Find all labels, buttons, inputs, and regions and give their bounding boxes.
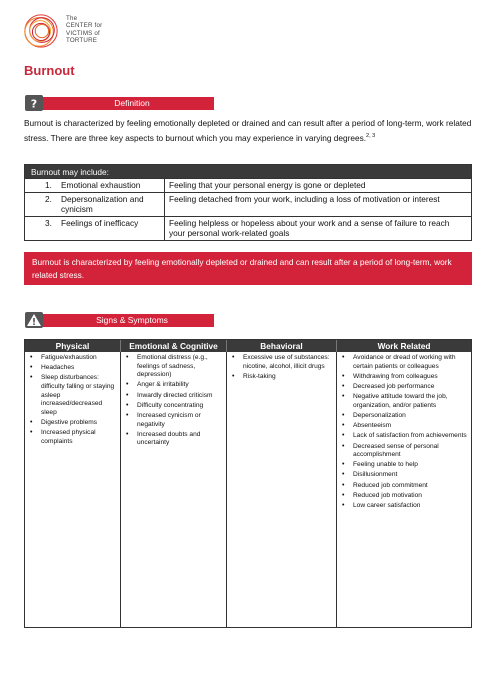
- list-item: • Depersonalization: [340, 412, 468, 421]
- definition-refs: 2, 3: [366, 132, 376, 139]
- work-related-column: [337, 352, 471, 627]
- list-item: • Excessive use of substances: nicotine, alcohol, illicit drugs: [230, 354, 333, 371]
- list-item: • Reduced job commitment: [340, 482, 468, 491]
- svg-text:?: ?: [30, 97, 38, 111]
- column-header: Physical: [25, 340, 121, 352]
- signs-label: Signs & Symptoms: [38, 314, 214, 327]
- column-header: Behavioral: [227, 340, 337, 352]
- list-item: • Absenteeism: [340, 422, 468, 431]
- types-table-header: Burnout may include:: [25, 165, 471, 178]
- emotional-cognitive-column: [121, 352, 227, 627]
- list-item: • Increased doubts and uncertainty: [124, 431, 223, 448]
- list-item: • Fatigue/exhaustion: [28, 354, 117, 363]
- list-item: • Increased cynicism or negativity: [124, 412, 223, 429]
- list-item: • Difficulty concentrating: [124, 402, 223, 411]
- type-name: Feelings of inefficacy: [61, 217, 139, 228]
- list-item: • Low career satisfaction: [340, 502, 468, 511]
- type-number: 2.: [45, 193, 52, 204]
- column-header: Emotional & Cognitive: [121, 340, 227, 352]
- list-item: • Anger & irritability: [124, 381, 223, 390]
- type-number: 3.: [45, 217, 52, 228]
- type-description: Feeling helpless or hopeless about your work and a sense of failure to reach your personal work-related goals: [169, 217, 450, 238]
- symptoms-table-header: [25, 340, 471, 352]
- symptoms-table: [24, 339, 472, 628]
- type-description: Feeling that your personal energy is gone or depleted: [169, 180, 366, 190]
- table-row: [25, 192, 471, 216]
- callout-box: Burnout is characterized by feeling emotionally depleted or drained and can result after a period of long-term, work related stress.: [24, 252, 472, 285]
- list-item: • Withdrawing from colleagues: [340, 373, 468, 382]
- type-name-cell: [25, 179, 165, 192]
- table-row: [25, 178, 471, 192]
- type-number: 1.: [45, 180, 52, 190]
- definition-section-header: [24, 94, 214, 112]
- list-item: • Reduced job motivation: [340, 492, 468, 501]
- physical-column: [25, 352, 121, 627]
- logo-line: TORTURE: [66, 37, 98, 45]
- type-name-cell: [25, 193, 165, 216]
- definition-text: [24, 117, 474, 144]
- definition-body: Burnout is characterized by feeling emotionally depleted or drained and can result after a period of long-term, work related stress. There are three key aspects to burnout which you may experience in varying degrees.: [24, 118, 472, 143]
- burnout-types-table: [24, 164, 472, 241]
- column-header: Work Related: [377, 341, 431, 351]
- page-title: Burnout: [24, 63, 75, 78]
- type-name: Depersonalization and cynicism: [61, 193, 144, 214]
- type-name: Emotional exhaustion: [61, 180, 141, 190]
- list-item: • Decreased sense of personal accomplishment: [340, 443, 468, 460]
- list-item: • Lack of satisfaction from achievements: [340, 432, 468, 441]
- logo-line: VICTIMS of: [66, 29, 100, 37]
- list-item: • Decreased job performance: [340, 383, 468, 392]
- logo-line: The: [66, 15, 78, 22]
- list-item: • Disillusionment: [340, 471, 468, 480]
- list-item: • Feeling unable to help: [340, 461, 468, 470]
- list-item: • Negative attitude toward the job, organization, and/or patients: [340, 393, 468, 410]
- behavioral-column: [227, 352, 337, 627]
- list-item: • Increased physical complaints: [28, 429, 117, 446]
- definition-label: Definition: [38, 97, 214, 110]
- logo: [22, 10, 172, 54]
- warning-icon: [24, 311, 44, 329]
- type-description: Feeling detached from your work, including a loss of motivation or interest: [169, 193, 440, 204]
- question-icon: [24, 94, 44, 112]
- type-name-cell: [25, 217, 165, 240]
- table-row: [25, 216, 471, 240]
- list-item: • Avoidance or dread of working with certain patients or colleagues: [340, 354, 468, 371]
- list-item: • Sleep disturbances: difficulty falling or staying asleep increased/decreased sleep: [28, 374, 117, 417]
- list-item: • Inwardly directed criticism: [124, 392, 223, 401]
- logo-circle-icon: [22, 12, 60, 50]
- list-item: • Risk-taking: [230, 373, 333, 382]
- list-item: • Digestive problems: [28, 419, 117, 428]
- signs-section-header: [24, 311, 214, 329]
- logo-line: CENTER for: [66, 22, 103, 30]
- list-item: • Emotional distress (e.g., feelings of sadness, depression): [124, 354, 223, 380]
- logo-text: [66, 15, 102, 45]
- list-item: • Headaches: [28, 364, 117, 373]
- symptoms-table-body: [25, 352, 471, 627]
